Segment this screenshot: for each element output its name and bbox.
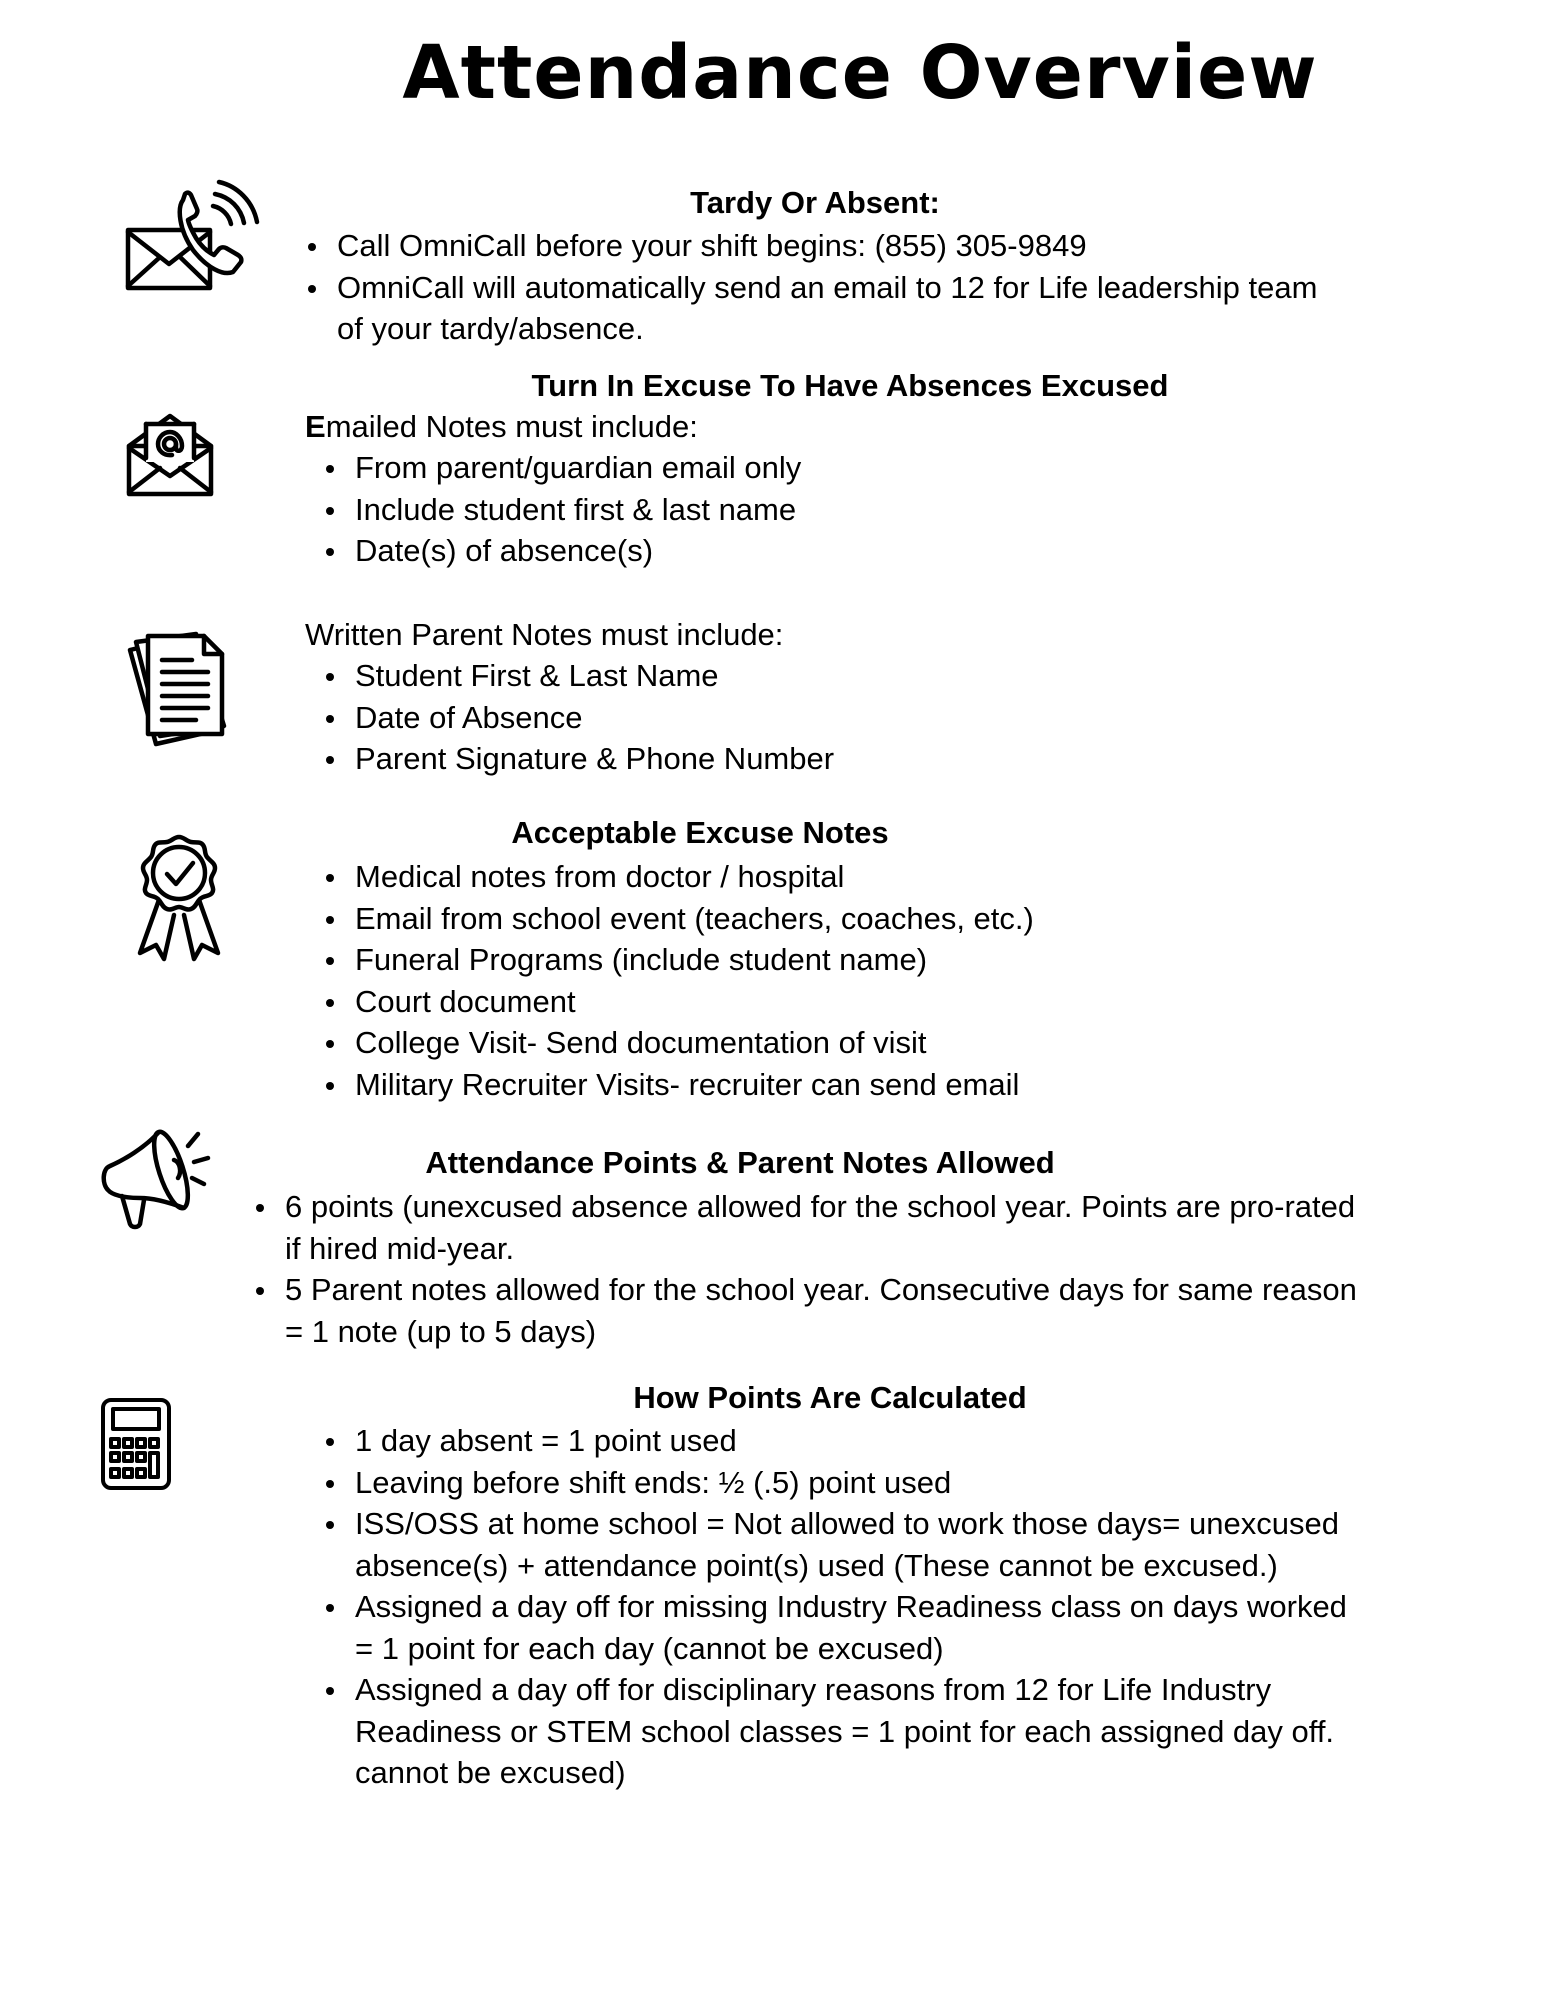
points-heading: Attendance Points & Parent Notes Allowed bbox=[425, 1145, 1055, 1180]
list-item: Date(s) of absence(s) bbox=[322, 530, 1322, 572]
acceptable-list bbox=[322, 856, 1322, 1105]
megaphone-icon bbox=[100, 1124, 218, 1234]
list-item: Date of Absence bbox=[322, 697, 1322, 739]
emailed-notes-intro: Emailed Notes must include: bbox=[305, 409, 698, 444]
list-item: Student First & Last Name bbox=[322, 655, 1322, 697]
page-title: Attendance Overview bbox=[402, 30, 1318, 116]
list-item: Assigned a day off for missing Industry Readiness class on days worked = 1 point for each day (cannot be excused) bbox=[322, 1586, 1362, 1669]
list-item: ISS/OSS at home school = Not allowed to work those days= unexcused absence(s) + attendance point(s) used (These cannot be excused.) bbox=[322, 1503, 1362, 1586]
calc-list bbox=[322, 1420, 1362, 1794]
list-item: Military Recruiter Visits- recruiter can send email bbox=[322, 1064, 1322, 1106]
calc-heading: How Points Are Calculated bbox=[633, 1380, 1027, 1415]
award-ribbon-icon bbox=[136, 833, 222, 961]
tardy-heading: Tardy Or Absent: bbox=[690, 185, 940, 220]
email-phone-icon bbox=[125, 186, 265, 296]
list-item: Email from school event (teachers, coaches, etc.) bbox=[322, 898, 1322, 940]
documents-icon bbox=[126, 630, 238, 746]
tardy-list bbox=[304, 225, 1344, 350]
list-item: Parent Signature & Phone Number bbox=[322, 738, 1322, 780]
points-list bbox=[252, 1186, 1362, 1352]
list-item: Funeral Programs (include student name) bbox=[322, 939, 1322, 981]
emailed-notes-list bbox=[322, 447, 1322, 572]
list-item: 5 Parent notes allowed for the school year. Consecutive days for same reason = 1 note (up to 5 days) bbox=[252, 1269, 1362, 1352]
list-item: 6 points (unexcused absence allowed for the school year. Points are pro-rated if hired mid-year. bbox=[252, 1186, 1362, 1269]
acceptable-heading: Acceptable Excuse Notes bbox=[511, 815, 889, 850]
email-at-icon bbox=[126, 410, 214, 498]
list-item: Assigned a day off for disciplinary reasons from 12 for Life Industry Readiness or STEM school classes = 1 point for each assigned day off. cannot be excused) bbox=[322, 1669, 1362, 1794]
written-notes-list bbox=[322, 655, 1322, 780]
list-item: Leaving before shift ends: ½ (.5) point used bbox=[322, 1462, 1362, 1504]
list-item: 1 day absent = 1 point used bbox=[322, 1420, 1362, 1462]
list-item: Court document bbox=[322, 981, 1322, 1023]
calculator-icon bbox=[100, 1397, 172, 1491]
list-item: Call OmniCall before your shift begins: (855) 305-9849 bbox=[304, 225, 1344, 267]
list-item: OmniCall will automatically send an email to 12 for Life leadership team of your tardy/absence. bbox=[304, 267, 1344, 350]
list-item: Medical notes from doctor / hospital bbox=[322, 856, 1322, 898]
list-item: College Visit- Send documentation of visit bbox=[322, 1022, 1322, 1064]
written-notes-intro: Written Parent Notes must include: bbox=[305, 617, 784, 652]
list-item: From parent/guardian email only bbox=[322, 447, 1322, 489]
list-item: Include student first & last name bbox=[322, 489, 1322, 531]
excuse-heading: Turn In Excuse To Have Absences Excused bbox=[531, 368, 1169, 403]
